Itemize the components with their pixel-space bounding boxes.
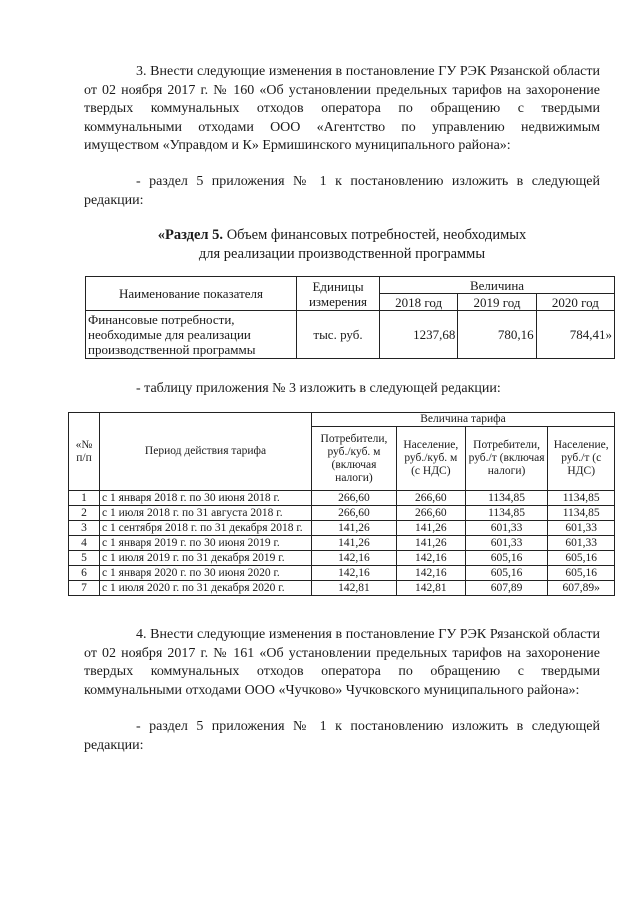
item4-paragraph: 4. Внести следующие изменения в постановление ГУ РЭК Рязанской области от 02 ноября 2017 г. № 161 «Об установлении предельных тарифов на захоронение твердых коммунальных отходов оператора по обращению с твердыми коммунальными отходами ООО «Чучково» Чучковского муниципального района»: (84, 627, 600, 698)
fin-value-2020: 784,41» (536, 311, 614, 359)
item3-sub2: - таблицу приложения № 3 изложить в следующей редакции: (136, 381, 501, 396)
tariff-row-v2: 266,60 (396, 506, 465, 521)
item4-sub1: - раздел 5 приложения № 1 к постановлению изложить в следующей редакции: (84, 719, 600, 753)
tariff-row-v2: 142,16 (396, 566, 465, 581)
tariff-table-body (69, 491, 615, 596)
item3-sub1: - раздел 5 приложения № 1 к постановлению изложить в следующей редакции: (84, 174, 600, 208)
fin-year-2019: 2019 год (458, 294, 536, 311)
tariff-row-v4: 605,16 (548, 566, 615, 581)
fin-row-name: Финансовые потребности, необходимые для реализации производственной программы (86, 311, 297, 359)
tariff-row-period: с 1 января 2020 г. по 30 июня 2020 г. (100, 566, 312, 581)
tariff-row-period: с 1 января 2018 г. по 30 июня 2018 г. (100, 491, 312, 506)
tariff-table (68, 412, 615, 596)
tariff-row-period: с 1 сентября 2018 г. по 31 декабря 2018 г. (100, 521, 312, 536)
tariff-row-v1: 141,26 (312, 521, 397, 536)
tariff-row-v4: 601,33 (548, 536, 615, 551)
tariff-row-v3: 1134,85 (465, 506, 548, 521)
tariff-subcol-3: Потребители, руб./т (включая налоги) (465, 427, 548, 491)
tariff-row-v4: 601,33 (548, 521, 615, 536)
tariff-row-v4: 605,16 (548, 551, 615, 566)
fin-value-2019: 780,16 (458, 311, 536, 359)
fin-col-value: Величина (380, 277, 615, 294)
tariff-row-v4: 1134,85 (548, 491, 615, 506)
tariff-row-v3: 605,16 (465, 566, 548, 581)
table-row (69, 491, 615, 506)
table-row (69, 581, 615, 596)
tariff-row-v4: 1134,85 (548, 506, 615, 521)
tariff-subcol-1: Потребители, руб./куб. м (включая налоги) (312, 427, 397, 491)
tariff-row-no: 3 (69, 521, 100, 536)
tariff-row-v4: 607,89» (548, 581, 615, 596)
tariff-row-v2: 141,26 (396, 536, 465, 551)
tariff-row-v1: 142,81 (312, 581, 397, 596)
table-row (69, 521, 615, 536)
tariff-row-v1: 142,16 (312, 551, 397, 566)
section-title-line2: для реализации производственной программы (198, 246, 486, 262)
tariff-row-v3: 601,33 (465, 521, 548, 536)
tariff-row-v3: 607,89 (465, 581, 548, 596)
tariff-row-v1: 266,60 (312, 506, 397, 521)
tariff-col-period: Период действия тарифа (100, 413, 312, 491)
tariff-row-v2: 142,81 (396, 581, 465, 596)
item3-paragraph: 3. Внести следующие изменения в постановление ГУ РЭК Рязанской области от 02 ноября 2017 г. № 160 «Об установлении предельных тарифов на захоронение твердых коммунальных отходов оператора по обращению с твердыми коммунальными отходами ООО «Агентство по управлению недвижимым имуществом «Управдом и К» Ермишинского муниципального района»: (84, 64, 600, 153)
tariff-row-period: с 1 июля 2019 г. по 31 декабря 2019 г. (100, 551, 312, 566)
table-row (86, 311, 615, 359)
tariff-row-v1: 266,60 (312, 491, 397, 506)
tariff-row-v3: 1134,85 (465, 491, 548, 506)
fin-value-2018: 1237,68 (380, 311, 458, 359)
fin-col-unit: Единицы измерения (297, 277, 380, 311)
tariff-row-no: 6 (69, 566, 100, 581)
tariff-subcol-4: Население, руб./т (с НДС) (548, 427, 615, 491)
tariff-row-v3: 601,33 (465, 536, 548, 551)
fin-col-name: Наименование показателя (86, 277, 297, 311)
tariff-subcol-2: Население, руб./куб. м (с НДС) (396, 427, 465, 491)
tariff-row-no: 7 (69, 581, 100, 596)
tariff-row-no: 4 (69, 536, 100, 551)
financial-needs-table (85, 276, 615, 359)
section-title-bold: «Раздел 5. (157, 227, 224, 243)
tariff-row-no: 5 (69, 551, 100, 566)
tariff-col-no: «№ п/п (69, 413, 100, 491)
tariff-row-v2: 141,26 (396, 521, 465, 536)
tariff-row-no: 2 (69, 506, 100, 521)
fin-year-2018: 2018 год (380, 294, 458, 311)
tariff-col-value: Величина тарифа (312, 413, 615, 427)
tariff-row-period: с 1 июля 2020 г. по 31 декабря 2020 г. (100, 581, 312, 596)
table-row (69, 551, 615, 566)
tariff-row-v1: 142,16 (312, 566, 397, 581)
fin-row-unit: тыс. руб. (297, 311, 380, 359)
table-row (69, 506, 615, 521)
tariff-row-v2: 142,16 (396, 551, 465, 566)
table-row (69, 566, 615, 581)
fin-year-2020: 2020 год (536, 294, 614, 311)
table-row (69, 536, 615, 551)
tariff-row-no: 1 (69, 491, 100, 506)
tariff-row-period: с 1 июля 2018 г. по 31 августа 2018 г. (100, 506, 312, 521)
tariff-row-v3: 605,16 (465, 551, 548, 566)
tariff-row-v1: 141,26 (312, 536, 397, 551)
tariff-row-period: с 1 января 2019 г. по 30 июня 2019 г. (100, 536, 312, 551)
section-title-line1: Объем финансовых потребностей, необходимых (223, 227, 527, 243)
tariff-row-v2: 266,60 (396, 491, 465, 506)
section-5-title (84, 226, 600, 264)
